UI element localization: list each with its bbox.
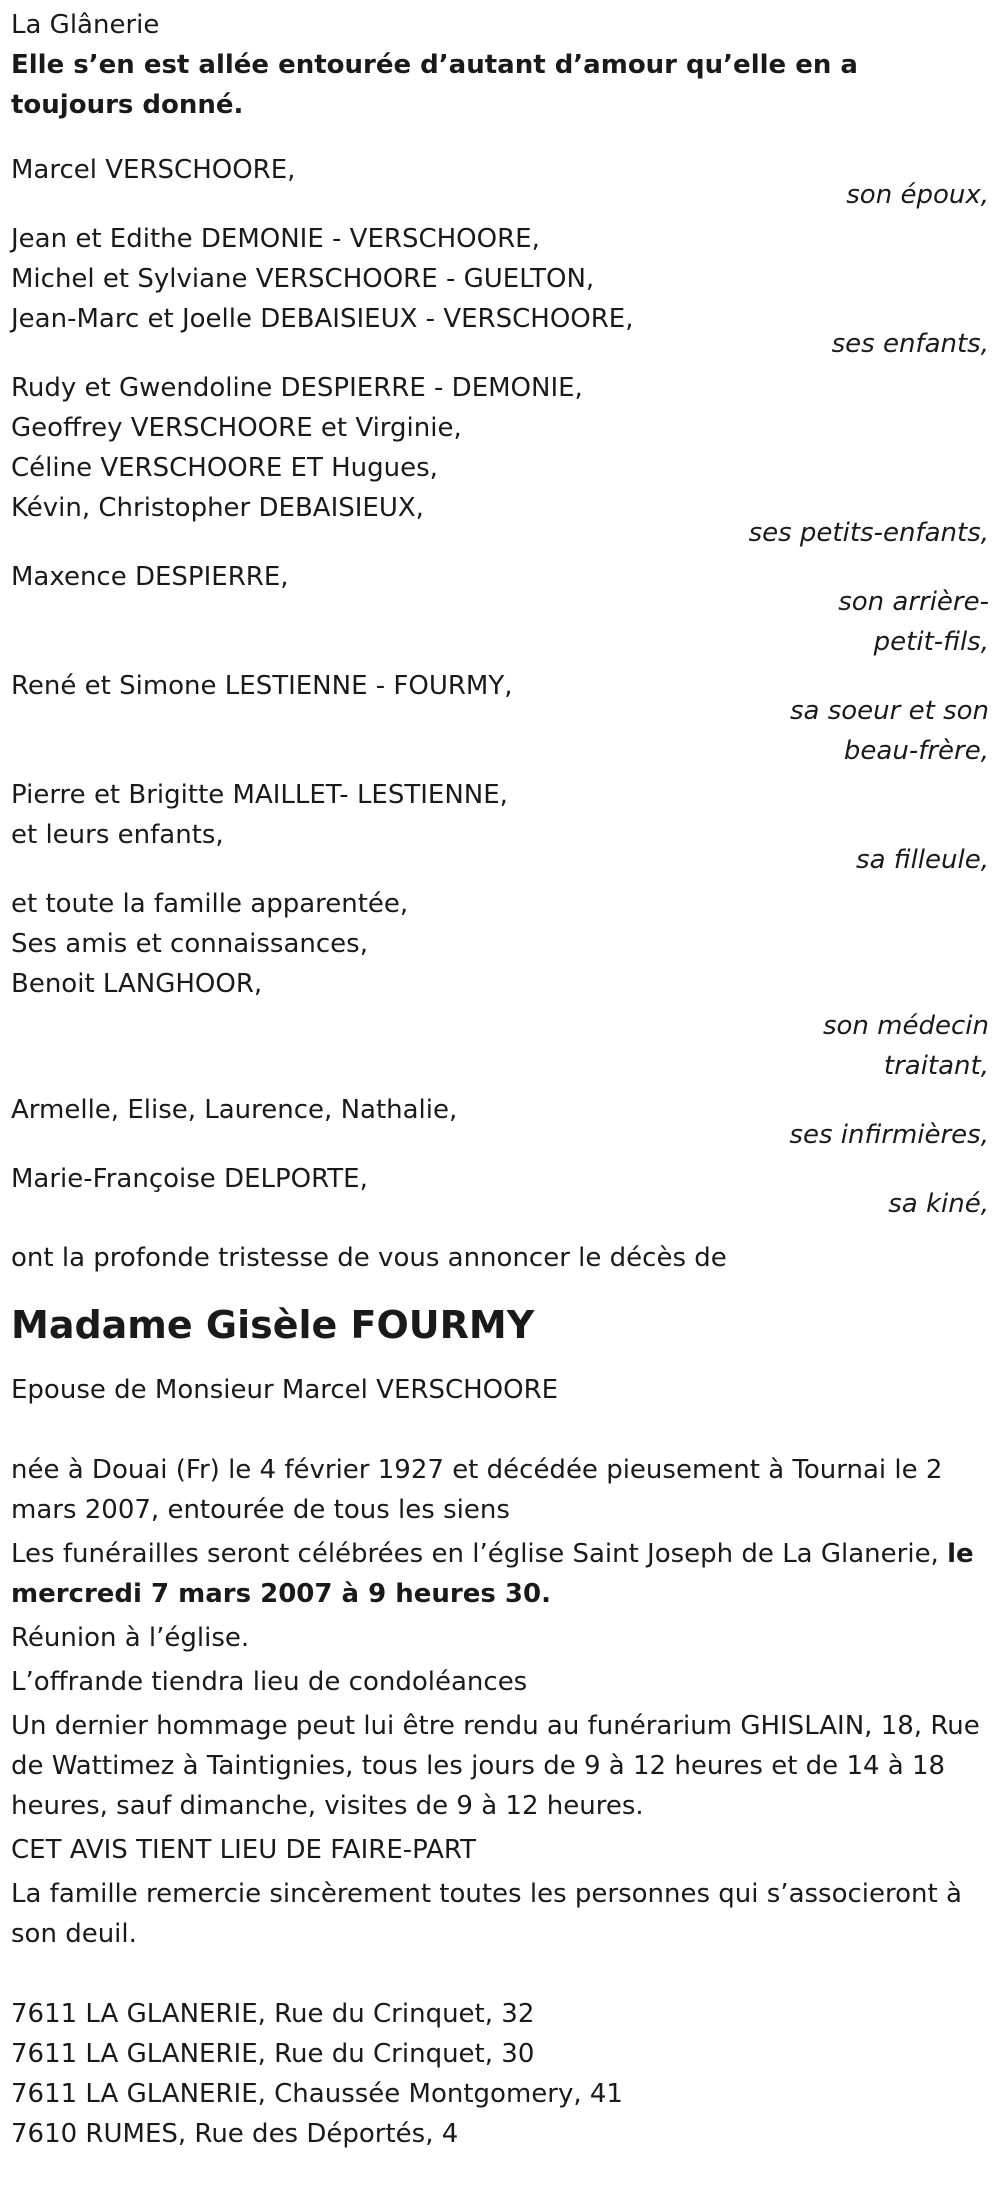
birth-death-text: née à Douai (Fr) le 4 février 1927 et décédée pieusement à Tournai le 2 mars 2007, entourée de tous les siens <box>11 1455 943 1525</box>
family-group <box>11 368 989 553</box>
family-name: Armelle, Elise, Laurence, Nathalie, <box>11 1095 458 1125</box>
family-group <box>11 557 989 662</box>
family-role: sa soeur et son <box>789 696 989 726</box>
funeral-date: le mercredi 7 mars 2007 à 9 heures 30. <box>11 1539 974 1609</box>
family-name: René et Simone LESTIENNE - FOURMY, <box>11 671 513 701</box>
family-name: Michel et Sylviane VERSCHOORE - GUELTON, <box>11 264 595 294</box>
family-group <box>11 1159 989 1224</box>
family-name: Benoit LANGHOOR, <box>11 969 263 999</box>
announcement-text: ont la profonde tristesse de vous annoncer le décès de <box>11 1243 727 1273</box>
family-group <box>11 219 989 364</box>
family-role: ses enfants, <box>831 329 989 359</box>
family-role: sa kiné, <box>888 1189 989 1219</box>
address-list <box>11 1994 989 2154</box>
address-line: 7611 LA GLANERIE, Rue du Crinquet, 30 <box>11 2039 535 2069</box>
family-role: petit-fils, <box>873 627 989 657</box>
family-name: et leurs enfants, <box>11 820 224 850</box>
place-name: La Glânerie <box>11 10 160 40</box>
family-group <box>11 1090 989 1155</box>
family-name: Marcel VERSCHOORE, <box>11 155 296 185</box>
funeral-intro: Les funérailles seront célébrées en l’église Saint Joseph de La Glanerie, <box>11 1539 948 1569</box>
family-name: Céline VERSCHOORE ET Hugues, <box>11 453 438 483</box>
family-group <box>11 775 989 880</box>
obituary-notice <box>11 5 989 2154</box>
family-name: Geoffrey VERSCHOORE et Virginie, <box>11 413 462 443</box>
offering-text: L’offrande tiendra lieu de condoléances <box>11 1667 528 1697</box>
address-line: 7611 LA GLANERIE, Rue du Crinquet, 32 <box>11 1999 535 2029</box>
meeting-text: Réunion à l’église. <box>11 1623 250 1653</box>
address-line: 7611 LA GLANERIE, Chaussée Montgomery, 41 <box>11 2079 623 2109</box>
family-role: son époux, <box>846 180 989 210</box>
family-name: Pierre et Brigitte MAILLET- LESTIENNE, <box>11 780 508 810</box>
family-role: traitant, <box>883 1051 989 1081</box>
spouse-line: Epouse de Monsieur Marcel VERSCHOORE <box>11 1375 559 1405</box>
family-group <box>11 150 989 215</box>
family-name: Rudy et Gwendoline DESPIERRE - DEMONIE, <box>11 373 583 403</box>
family-name: Maxence DESPIERRE, <box>11 562 289 592</box>
address-line: 7610 RUMES, Rue des Déportés, 4 <box>11 2119 459 2149</box>
notice-text: CET AVIS TIENT LIEU DE FAIRE-PART <box>11 1835 476 1865</box>
thanks-text: La famille remercie sincèrement toutes les personnes qui s’associeront à son deuil. <box>11 1879 962 1949</box>
family-name: Jean-Marc et Joelle DEBAISIEUX - VERSCHOORE, <box>11 304 634 334</box>
funeral-text <box>11 1534 989 1614</box>
family-name: Ses amis et connaissances, <box>11 929 368 959</box>
homage-text: Un dernier hommage peut lui être rendu au funérarium GHISLAIN, 18, Rue de Wattimez à Taintignies, tous les jours de 9 à 12 heures et de 14 à 18 heures, sauf dimanche, visites de 9 à 12 heures. <box>11 1711 980 1821</box>
family-role: ses petits-enfants, <box>748 518 989 548</box>
family-name: Marie-Françoise DELPORTE, <box>11 1164 368 1194</box>
headline-quote: Elle s’en est allée entourée d’autant d’amour qu’elle en a toujours donné. <box>11 50 858 120</box>
family-name: Jean et Edithe DEMONIE - VERSCHOORE, <box>11 224 540 254</box>
family-group <box>11 884 989 1086</box>
family-role: son médecin <box>822 1011 989 1041</box>
family-role: sa filleule, <box>856 845 989 875</box>
family-role: son arrière- <box>838 587 989 617</box>
family-group <box>11 666 989 771</box>
family-name: et toute la famille apparentée, <box>11 889 409 919</box>
family-role: beau-frère, <box>843 736 989 766</box>
deceased-name: Madame Gisèle FOURMY <box>11 1303 535 1347</box>
family-role: ses infirmières, <box>789 1120 989 1150</box>
family-name: Kévin, Christopher DEBAISIEUX, <box>11 493 424 523</box>
